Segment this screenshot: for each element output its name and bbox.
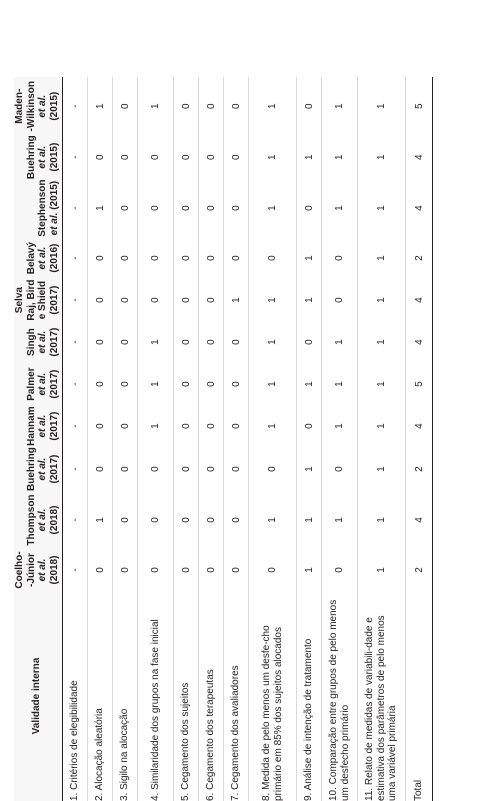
score-cell: 1 [88,179,113,237]
score-cell: 0 [174,321,199,363]
study-header: Singh et al. (2017) [14,321,63,363]
score-cell: 0 [88,135,113,179]
study-header: Thompson et al. (2018) [14,491,63,549]
score-cell: 4 [406,135,433,179]
score-cell: - [63,549,88,591]
score-cell: 4 [406,179,433,237]
score-cell: 0 [297,321,322,363]
score-cell: - [63,77,88,135]
score-cell: 1 [249,279,297,321]
score-cell: 0 [224,405,249,447]
score-cell: 0 [224,321,249,363]
score-cell: 0 [224,491,249,549]
score-cell: 1 [322,363,358,405]
score-cell: 1 [358,447,406,491]
score-cell: 1 [322,405,358,447]
score-cell: 0 [138,447,174,491]
score-cell: 0 [174,279,199,321]
score-cell: 0 [199,179,224,237]
score-cell: 1 [358,279,406,321]
score-cell: - [63,447,88,491]
score-cell: 1 [249,321,297,363]
score-cell: 1 [297,135,322,179]
score-cell: 4 [406,491,433,549]
score-cell: - [63,491,88,549]
score-cell: 1 [358,179,406,237]
pedro-quality-table [14,77,433,801]
score-cell: 2 [406,447,433,491]
criterion-label: 3. Sigilo na alocação [113,591,138,801]
score-cell: 1 [138,321,174,363]
score-cell: 2 [406,237,433,279]
score-cell: 1 [297,447,322,491]
table-row [249,77,297,801]
score-cell: - [63,237,88,279]
score-cell: 0 [199,77,224,135]
score-cell: 1 [322,321,358,363]
score-cell: 1 [358,77,406,135]
score-cell: 1 [249,491,297,549]
score-cell: 0 [322,237,358,279]
score-cell: 1 [138,77,174,135]
study-header: Hannam et al. (2017) [14,405,63,447]
score-cell: 0 [199,363,224,405]
score-cell: 1 [358,405,406,447]
score-cell: 0 [113,363,138,405]
score-cell: 0 [138,279,174,321]
score-cell: 0 [88,237,113,279]
score-cell: 0 [199,549,224,591]
score-cell: 0 [113,135,138,179]
score-cell: 0 [224,135,249,179]
score-cell: 0 [138,179,174,237]
score-cell: 1 [224,279,249,321]
table-row [297,77,322,801]
score-cell: 1 [358,135,406,179]
table-row [138,77,174,801]
score-cell: 1 [88,77,113,135]
score-cell: 4 [406,321,433,363]
score-cell: 5 [406,363,433,405]
criterion-label: Total [406,591,433,801]
score-cell: 0 [113,321,138,363]
score-cell: 0 [224,549,249,591]
criterion-label: 7. Cegamento dos avaliadores [224,591,249,801]
score-cell: 0 [88,279,113,321]
score-cell: 0 [174,363,199,405]
score-cell: 0 [174,491,199,549]
score-cell: 0 [113,549,138,591]
score-cell: 0 [199,491,224,549]
study-header: Maden- -Wilkinson et al. (2015) [14,77,63,135]
score-cell: 0 [113,491,138,549]
score-cell: 0 [224,77,249,135]
score-cell: 0 [199,279,224,321]
criterion-label: 8. Medida de pelo menos um desfe-cho primário em 85% dos sujeitos alocados [249,591,297,801]
total-row [406,77,433,801]
score-cell: 0 [174,179,199,237]
score-cell: 0 [322,279,358,321]
table-row [88,77,113,801]
score-cell: 5 [406,77,433,135]
score-cell: - [63,405,88,447]
score-cell: 4 [406,279,433,321]
score-cell: - [63,279,88,321]
score-cell: 1 [322,135,358,179]
score-cell: 0 [88,549,113,591]
criterion-label: 1. Critérios de elegibilidade [63,591,88,801]
score-cell: 0 [224,363,249,405]
criterion-label: 6. Cegamento dos terapeutas [199,591,224,801]
score-cell: 1 [358,321,406,363]
score-cell: 0 [174,237,199,279]
score-cell: 4 [406,405,433,447]
score-cell: 0 [322,549,358,591]
score-cell: 0 [88,363,113,405]
study-header: Belavý et al. (2016) [14,237,63,279]
study-header: Stephenson et al. (2015) [14,179,63,237]
score-cell: 1 [358,549,406,591]
score-cell: 0 [113,77,138,135]
score-cell: 1 [249,135,297,179]
score-cell: 0 [113,405,138,447]
score-cell: 0 [174,549,199,591]
score-cell: 0 [249,549,297,591]
criterion-label: 11. Relato de medidas de variabili-dade e estimativa dos parâmetros de pelo menos uma variável primária [358,591,406,801]
score-cell: 0 [199,135,224,179]
study-header: Selva Raj, Bird e Shield (2017) [14,279,63,321]
score-cell: 1 [358,363,406,405]
score-cell: 1 [358,237,406,279]
score-cell: 0 [113,279,138,321]
score-cell: 0 [174,77,199,135]
score-cell: 1 [249,405,297,447]
study-header: Buehring et al. (2017) [14,447,63,491]
score-cell: 2 [406,549,433,591]
score-cell: 1 [249,77,297,135]
score-cell: 0 [88,447,113,491]
score-cell: 1 [358,491,406,549]
score-cell: 0 [138,549,174,591]
table-row [358,77,406,801]
score-cell: 1 [249,179,297,237]
score-cell: 0 [249,237,297,279]
score-cell: 0 [174,135,199,179]
table-row [113,77,138,801]
score-cell: 0 [138,135,174,179]
score-cell: 1 [138,405,174,447]
score-cell: 1 [297,363,322,405]
score-cell: 0 [199,405,224,447]
criterion-label: 2. Alocação aleatória [88,591,113,801]
score-cell: 1 [322,491,358,549]
table-row [322,77,358,801]
score-cell: - [63,179,88,237]
score-cell: 0 [224,237,249,279]
clipped-text-strip [0,0,10,801]
criterion-label: 10. Comparação entre grupos de pelo menos um desfecho primário [322,591,358,801]
score-cell: 0 [88,405,113,447]
score-cell: 1 [297,279,322,321]
score-cell: 0 [322,447,358,491]
table-row [63,77,88,801]
score-cell: 1 [297,237,322,279]
score-cell: 0 [113,447,138,491]
study-header: Buehring et al. (2015) [14,135,63,179]
table-row [199,77,224,801]
score-cell: 1 [297,549,322,591]
score-cell: 0 [113,179,138,237]
criterion-label: 9. Análise de intenção de tratamento [297,591,322,801]
score-cell: 0 [174,447,199,491]
table-body [63,77,433,801]
table-row [174,77,199,801]
criteria-column-header: Validade interna [14,591,63,801]
score-cell: 0 [297,405,322,447]
score-cell: 0 [297,77,322,135]
score-cell: 1 [297,491,322,549]
study-header: Palmer et al. (2017) [14,363,63,405]
table-row [224,77,249,801]
score-cell: - [63,321,88,363]
score-cell: 0 [224,447,249,491]
score-cell: 0 [297,179,322,237]
score-cell: - [63,135,88,179]
score-cell: 0 [138,491,174,549]
score-cell: 1 [249,363,297,405]
score-cell: 1 [88,491,113,549]
score-cell: 0 [199,321,224,363]
score-cell: 1 [322,179,358,237]
score-cell: - [63,363,88,405]
table-header [14,77,63,801]
score-cell: 0 [88,321,113,363]
score-cell: 0 [249,447,297,491]
score-cell: 0 [138,237,174,279]
score-cell: 1 [322,77,358,135]
score-cell: 0 [199,237,224,279]
score-cell: 0 [224,179,249,237]
study-header: Coelho- -Júnior et al. (2018) [14,549,63,591]
score-cell: 1 [138,363,174,405]
criterion-label: 5. Cegamento dos sujeitos [174,591,199,801]
score-cell: 0 [199,447,224,491]
score-cell: 0 [174,405,199,447]
criterion-label: 4. Similaridade dos grupos na fase inicial [138,591,174,801]
score-cell: 0 [113,237,138,279]
